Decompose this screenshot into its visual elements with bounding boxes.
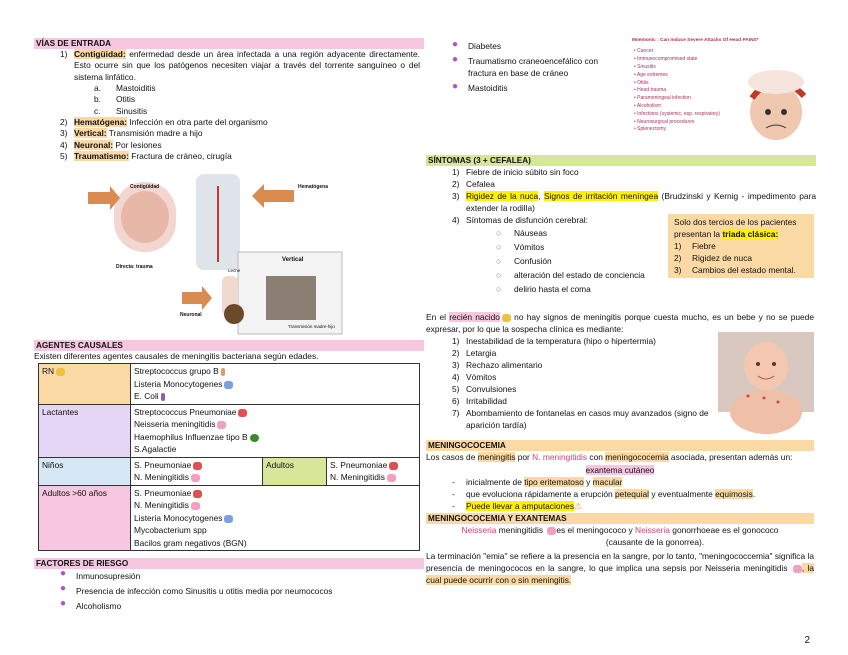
left-column	[34, 38, 424, 162]
hematogena-text: Infección en otra parte del organismo	[127, 117, 268, 128]
list-item: Rechazo alimentario	[466, 360, 543, 370]
list-item: Cefalea	[466, 179, 495, 189]
emia-paragraph: La terminación "emia" se refiere a la presencia en la sangre, por lo tanto, "meningococcemia" significa la presencia de meningococos en la sangre, lo que implica una sepsis por Neisseria meningitidis , la cual puede ocurrir con o sin meningitis.	[426, 551, 814, 585]
list-item: Síntomas de disfunción cerebral:	[466, 215, 588, 225]
vias-figure	[86, 172, 344, 338]
neisseria-icon	[191, 502, 200, 510]
vias-sublist: a. Mastoiditis b. Otitis c. Sinusitis	[94, 83, 156, 116]
list-item: Irritabilidad	[466, 396, 507, 406]
sub-sinusitis: Sinusitis	[116, 105, 148, 116]
list-item: Confusión	[514, 256, 552, 266]
list-item: Fiebre de inicio súbito sin foco	[466, 167, 579, 177]
contiguidad-text: enfermedad desde un área infectada a una región adyacente directamente. Esto ocurre sin que los patógenos necesiten viajar a través del torrente sanguíneo o del sistema linfático.	[74, 49, 420, 82]
disfuncion-sublist: ○ Náuseas ○ Vómitos ○ Confusión ○ alteración del estado de conciencia ○ delirio hasta el coma	[496, 228, 645, 294]
agentes-table	[38, 363, 420, 551]
lactantes-cell: Lactantes	[39, 404, 131, 457]
page-number: 2	[804, 634, 810, 646]
signos-irritacion: Signos de irritación meníngea	[543, 191, 659, 201]
list-item: Fiebre	[692, 241, 716, 251]
warning-icon: ⚠	[574, 501, 583, 511]
neisseria-icon	[191, 474, 200, 482]
fig-label-hemato: Hematógena	[298, 184, 329, 190]
table-row	[39, 457, 420, 485]
ninos-cell: Niños	[39, 457, 131, 485]
adultos-cell: Adultos	[263, 457, 327, 485]
contiguidad-term: Contigüidad:	[74, 49, 126, 59]
traumatismo-text: Fractura de cráneo, cirugía	[128, 151, 232, 162]
traumatismo-term: Traumatismo:	[74, 151, 129, 162]
pneumococcus-icon	[389, 462, 398, 470]
haemophilus-icon	[250, 434, 259, 442]
list-item: Abombamiento de fontanelas en casos muy avanzados (signo de aparición tardía)	[466, 408, 709, 430]
mnemonic-image	[630, 38, 812, 152]
gonorrea-line: (causante de la gonorrea).	[605, 537, 705, 547]
factores-section	[34, 558, 424, 614]
mnemonic-title: Mnemonic : Can Induce Severe Attacks Of Head PAINS*	[632, 38, 759, 43]
list-item: Diabetes	[468, 41, 502, 51]
neuronal-text: Por lesiones	[113, 139, 162, 150]
table-row	[39, 404, 420, 457]
agentes-intro: Existen diferentes agentes causales de meningitis bacteriana según edades.	[34, 351, 319, 361]
fig-label-contig: Contigüidad	[130, 184, 160, 190]
meningococemia-header: MENINGOCOCEMIA	[426, 440, 814, 451]
neuronal-image	[224, 304, 244, 324]
sub-mastoiditis: Mastoiditis	[116, 83, 156, 94]
list-item: Vómitos	[514, 242, 545, 252]
meningococemia-section	[426, 440, 814, 586]
list-item: alteración del estado de conciencia	[514, 270, 645, 280]
vertical-text: Transmisión madre a hijo	[106, 128, 203, 139]
exantema-list: - inicialmente de tipo eritematoso y macular - que evoluciona rápidamente a erupción petequial y eventualmente equimosis. - Puede llevar a amputaciones⚠	[452, 477, 756, 511]
rn-agents: Streptococcus grupo B Listeria Monocytogenes E. Coli	[131, 364, 420, 405]
list-item: Inestabilidad de la temperatura (hipo o hipertermia)	[466, 336, 656, 346]
ecoli-icon	[161, 393, 165, 401]
amputaciones-text: Puede llevar a amputaciones	[466, 501, 575, 511]
factores-continued: ● Diabetes ● Traumatismo craneoencefálico con fractura en base de cráneo ● Mastoiditis	[452, 39, 599, 93]
list-item: Letargia	[466, 348, 497, 358]
vertical-image	[266, 276, 316, 320]
signos-detalle: (Brudzinski y Kernig - impedimento para extender la rodilla)	[466, 191, 817, 213]
list-item: delirio hasta el coma	[514, 284, 591, 294]
headache-illustration	[738, 46, 808, 146]
vias-list: 1) Contigüidad: enfermedad desde un área infectada a una región adyacente directamente. Esto ocurre sin que los patógenos necesiten viajar a través del torrente sanguíneo o del sistema linfático. a. Mastoiditis b. Otitis c. Sinusitis 2) Hematógena: Infección en otra parte del organismo 3) Vertical: Transmisión madre a hijo 4) Neuronal: Por lesiones 5) Traumatismo: Fractura de cráneo, cirugía	[74, 49, 424, 162]
baby-photo	[718, 332, 814, 412]
pneumococcus-icon	[193, 462, 202, 470]
arrow-hemato	[252, 184, 294, 208]
vertical-term: Vertical:	[74, 128, 107, 139]
rn-cell: RN	[39, 364, 131, 405]
list-item: Mastoiditis	[468, 83, 508, 93]
rigidez-nuca: Rigidez de la nuca	[466, 191, 539, 201]
factores-header: FACTORES DE RIESGO	[34, 558, 424, 569]
recien-list: 1) Inestabilidad de la temperatura (hipo o hipertermia) 2) Letargia 3) Rechazo alimentario 4) Vómitos 5) Convulsiones 6) Irritabilidad 7) Abombamiento de fontanelas en casos muy avanzados (signo de aparición tardía)	[452, 336, 709, 430]
triada-term: triada clásica:	[722, 229, 779, 239]
list-item: Rigidez de nuca	[692, 253, 753, 263]
exantemas-header: MENINGOCOCEMIA Y EXANTEMAS	[426, 513, 814, 524]
list-item: Alcoholismo	[76, 601, 122, 611]
meningococemia-text: Los casos de meningitis por N. meningitidis con meningococemia asociada, presentan además un:	[426, 452, 793, 462]
list-item: Náuseas	[514, 228, 548, 238]
sintomas-header: SÍNTOMAS (3 + CEFALEA)	[426, 155, 816, 166]
list-item: Convulsiones	[466, 384, 517, 394]
adultos60-cell: Adultos >60 años	[39, 485, 131, 551]
list-item: Cambios del estado mental.	[692, 265, 796, 275]
table-row	[39, 364, 420, 405]
arrow-neuronal	[182, 286, 212, 310]
listeria-icon	[224, 515, 233, 523]
triada-box: Solo dos tercios de los pacientes presentan la triada clásica: 1) Fiebre 2) Rigidez de nuca 3) Cambios del estado mental.	[668, 214, 814, 278]
pneumococcus-icon	[238, 409, 247, 417]
factores-list: ● Inmunosupresión ● Presencia de infección como Sinusitis u otitis media por neumococos ● Alcoholismo	[60, 568, 333, 611]
vias-illustration	[86, 172, 344, 338]
triada-intro: Solo dos tercios de los pacientes presentan la	[674, 217, 797, 239]
sub-otitis: Otitis	[116, 94, 136, 105]
exantema-label: exantema cutáneo	[585, 465, 655, 475]
fig-label-trans: Transmisión madre-hijo	[288, 324, 335, 329]
hematogena-term: Hematógena:	[74, 117, 128, 128]
listeria-icon	[224, 381, 233, 389]
agentes-section	[34, 340, 424, 551]
recien-nacido-term: recién nacido	[449, 312, 500, 322]
mnemonic-list: • Cancer • Immunocompromised state • Sinusitis • Age extremes • Otitis • Head trauma • Parameningeal infection • Alcoholism • Infections (systemic, esp. respiratory) • Neurosurgical procedures • Splenectomy	[634, 48, 720, 133]
vias-header: VÍAS DE ENTRADA	[34, 38, 424, 49]
fig-label-leche: Leche	[228, 268, 241, 273]
neisseria-icon	[793, 565, 802, 573]
bacteria-icon	[221, 368, 225, 376]
adultos60-agents: S. Pneumoniae N. Meningitidis Listeria Monocytogenes Mycobacterium spp Bacilos gram negativos (BGN)	[131, 485, 420, 551]
neisseria-icon	[217, 421, 226, 429]
baby-illustration	[718, 332, 814, 412]
recien-intro: En el recién nacido no hay signos de meningitis porque cuesta mucho, es un bebe y no se puede expresar, por lo que la sospecha clínica es mediante:	[426, 312, 814, 334]
list-item: Presencia de infección como Sinusitis u otitis media por neumococos	[76, 586, 333, 596]
sintomas-list: 1) Fiebre de inicio súbito sin foco 2) Cefalea 3) Rigidez de la nuca, Signos de irritación meníngea (Brudzinski y Kernig - impedimento para extender la rodilla) 4) Síntomas de disfunción cerebral:	[452, 167, 817, 225]
lactantes-agents: Streptococcus Pneumoniae Neisseria meningitidis Haemophilus Influenzae tipo B S.Agalactie	[131, 404, 420, 457]
brain-shape	[121, 191, 169, 243]
neisseria-icon	[387, 474, 396, 482]
table-row	[39, 485, 420, 551]
adultos-agents: S. Pneumoniae N. Meningitidis	[327, 457, 420, 485]
list-item: Traumatismo craneoencefálico con fractura en base de cráneo	[468, 56, 599, 78]
neisseria-icon	[547, 527, 556, 535]
baby-icon	[56, 368, 65, 376]
fig-label-directa: Directa: trauma	[116, 264, 153, 270]
fig-label-vertical: Vertical	[282, 257, 304, 263]
ninos-agents: S. Pneumoniae N. Meningitidis	[131, 457, 263, 485]
list-item: Inmunosupresión	[76, 571, 141, 581]
fig-label-neuronal: Neuronal	[180, 312, 202, 318]
list-item: Vómitos	[466, 372, 497, 382]
agentes-header: AGENTES CAUSALES	[34, 340, 424, 351]
neuronal-term: Neuronal:	[74, 139, 114, 150]
baby-icon	[502, 314, 511, 322]
pneumococcus-icon	[193, 490, 202, 498]
neisseria-line: Neisseria meningitidis es el meningococo y Neisseria gonorrhoeae es el gonococo	[461, 525, 779, 535]
